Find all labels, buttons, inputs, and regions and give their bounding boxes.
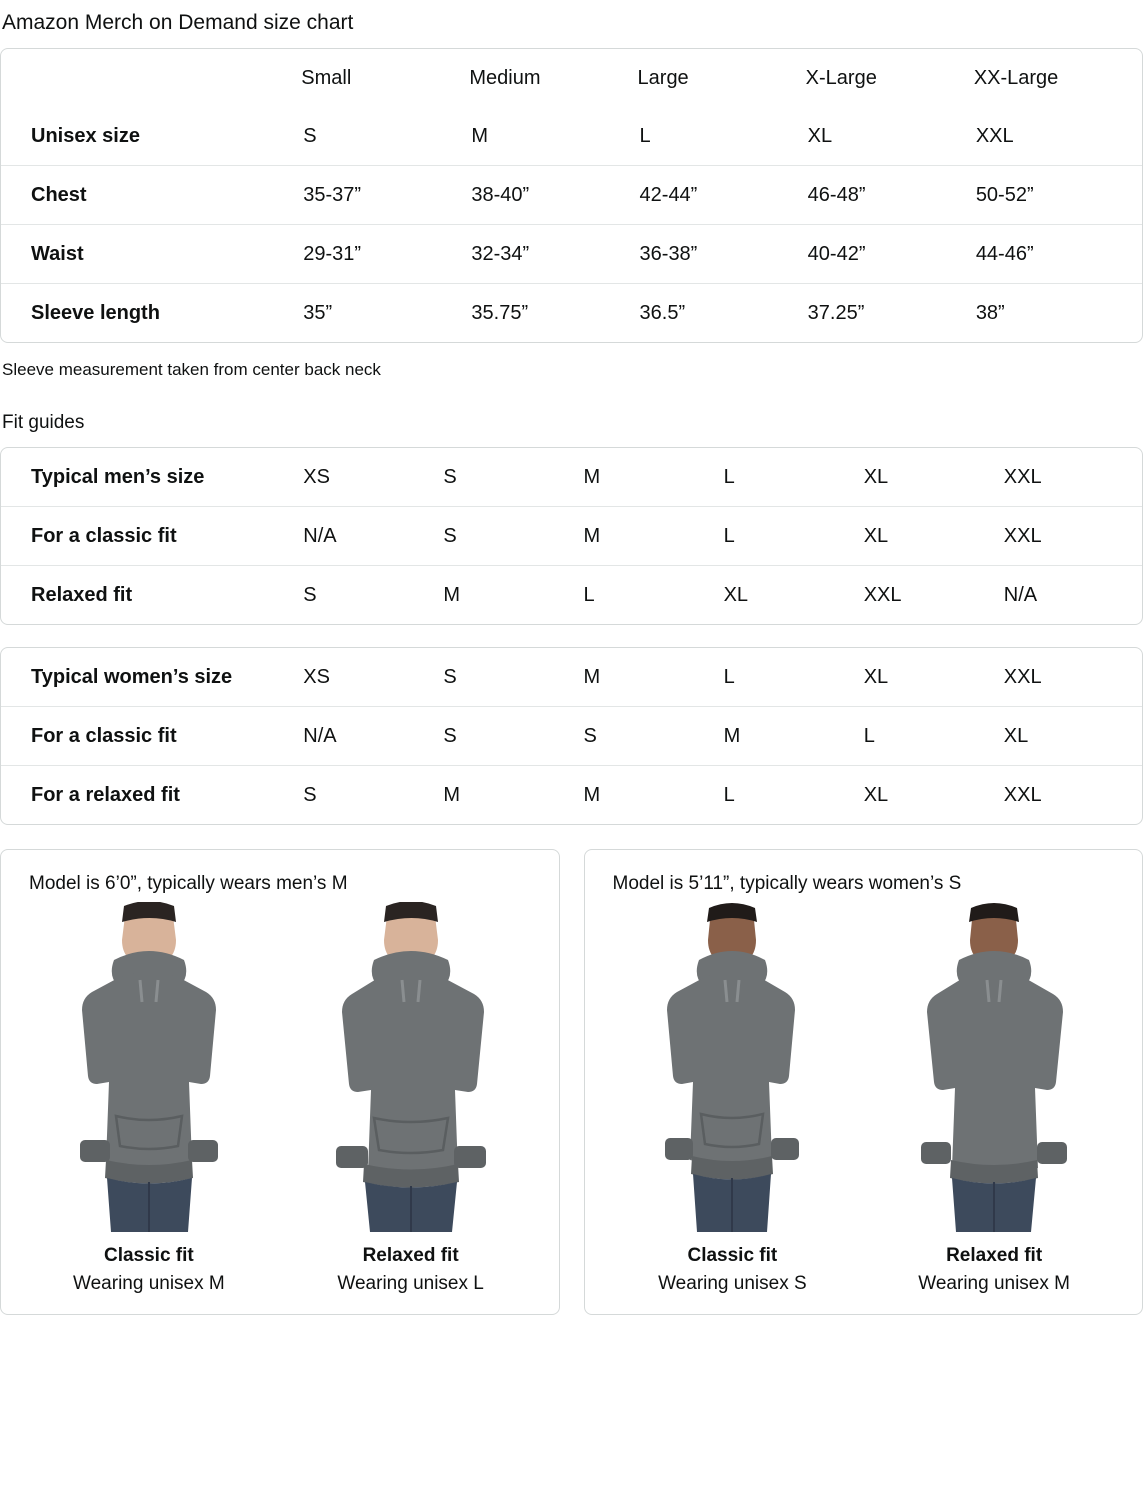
cell: 36-38” bbox=[638, 225, 806, 284]
figure-label: Classic fit bbox=[103, 1245, 194, 1266]
spacer bbox=[0, 625, 1143, 647]
cell: M bbox=[581, 507, 721, 566]
cell: 38” bbox=[975, 302, 1005, 324]
mens-figures bbox=[23, 902, 537, 1296]
figure-sublabel: Wearing unisex S bbox=[658, 1273, 807, 1294]
womens-fit-card bbox=[0, 647, 1143, 825]
figure-label: Relaxed fit bbox=[362, 1245, 459, 1266]
cell: 32-34” bbox=[469, 225, 637, 284]
table-row bbox=[1, 225, 1142, 284]
cell: 38-40” bbox=[469, 166, 637, 225]
table-row bbox=[1, 107, 1142, 166]
cell: 42-44” bbox=[638, 166, 806, 225]
cell: 36.5” bbox=[639, 302, 686, 324]
cell: L bbox=[638, 107, 806, 166]
cell: S bbox=[441, 507, 581, 566]
cell: L bbox=[722, 507, 862, 566]
cell: L bbox=[862, 707, 1002, 766]
cell: N/A bbox=[301, 507, 441, 566]
cell: XL bbox=[862, 507, 1002, 566]
cell: XXL bbox=[1002, 648, 1142, 707]
header-small: Small bbox=[301, 67, 352, 89]
hoodie-model-illustration bbox=[868, 902, 1120, 1232]
cell: XXL bbox=[974, 107, 1142, 166]
header-large: Large bbox=[637, 67, 689, 89]
cell: M bbox=[581, 448, 721, 507]
cell: S bbox=[441, 448, 581, 507]
size-chart-table bbox=[1, 49, 1142, 342]
cell: M bbox=[443, 784, 461, 806]
figure-womens-relaxed-fit bbox=[868, 902, 1120, 1296]
cell: S bbox=[441, 648, 581, 707]
cell: XXL bbox=[1002, 448, 1142, 507]
cell: XL bbox=[723, 584, 749, 606]
cell: S bbox=[441, 707, 581, 766]
cell: XS bbox=[301, 648, 441, 707]
row-label-typical-mens-size: Typical men’s size bbox=[1, 448, 301, 507]
cell: 44-46” bbox=[974, 225, 1142, 284]
row-label-chest: Chest bbox=[1, 166, 301, 225]
cell: S bbox=[303, 584, 317, 606]
model-cards-row bbox=[0, 849, 1143, 1315]
header-xx-large: XX-Large bbox=[973, 67, 1059, 89]
mens-fit-table bbox=[1, 448, 1142, 624]
figure-womens-classic-fit bbox=[607, 902, 859, 1296]
cell: 37.25” bbox=[807, 302, 865, 324]
cell: XS bbox=[301, 448, 441, 507]
mens-model-card bbox=[0, 849, 560, 1315]
fit-guides-label: Fit guides bbox=[2, 412, 85, 433]
womens-fit-table bbox=[1, 648, 1142, 824]
cell: 40-42” bbox=[806, 225, 974, 284]
figure-label: Relaxed fit bbox=[946, 1245, 1043, 1266]
cell: XL bbox=[862, 448, 1002, 507]
womens-model-card bbox=[584, 849, 1143, 1315]
row-label-mens-classic-fit: For a classic fit bbox=[1, 507, 301, 566]
hoodie-model-illustration bbox=[23, 902, 275, 1232]
cell: N/A bbox=[301, 707, 441, 766]
cell: N/A bbox=[1003, 584, 1038, 606]
cell: S bbox=[301, 107, 469, 166]
figure-sublabel: Wearing unisex M bbox=[73, 1273, 225, 1294]
cell: L bbox=[722, 448, 862, 507]
womens-model-caption: Model is 5’11”, typically wears women’s S bbox=[612, 873, 962, 894]
table-row bbox=[1, 648, 1142, 707]
table-row bbox=[1, 166, 1142, 225]
figure-mens-relaxed-fit bbox=[285, 902, 537, 1296]
table-row bbox=[1, 507, 1142, 566]
cell: 35.75” bbox=[471, 302, 529, 324]
cell: XL bbox=[863, 784, 889, 806]
row-label-womens-classic-fit: For a classic fit bbox=[1, 707, 301, 766]
cell: XXL bbox=[1002, 507, 1142, 566]
row-label-waist: Waist bbox=[1, 225, 301, 284]
cell: M bbox=[469, 107, 637, 166]
figure-sublabel: Wearing unisex M bbox=[918, 1273, 1070, 1294]
row-label-mens-relaxed-fit: Relaxed fit bbox=[31, 584, 133, 606]
table-row bbox=[1, 566, 1142, 625]
table-row bbox=[1, 284, 1142, 343]
header-medium: Medium bbox=[469, 67, 541, 89]
table-row bbox=[1, 766, 1142, 825]
womens-figures bbox=[607, 902, 1121, 1296]
cell: S bbox=[581, 707, 721, 766]
cell: M bbox=[583, 784, 601, 806]
header-x-large: X-Large bbox=[805, 67, 877, 89]
hoodie-model-illustration bbox=[607, 902, 859, 1232]
figure-mens-classic-fit bbox=[23, 902, 275, 1296]
table-header-row bbox=[1, 49, 1142, 107]
cell: M bbox=[581, 648, 721, 707]
size-chart-card bbox=[0, 48, 1143, 343]
cell: 50-52” bbox=[974, 166, 1142, 225]
cell: XL bbox=[1002, 707, 1142, 766]
figure-label: Classic fit bbox=[687, 1245, 778, 1266]
table-row bbox=[1, 707, 1142, 766]
cell: XL bbox=[862, 648, 1002, 707]
hoodie-model-illustration bbox=[285, 902, 537, 1232]
cell: 35” bbox=[303, 302, 333, 324]
cell: M bbox=[443, 584, 461, 606]
cell: 46-48” bbox=[806, 166, 974, 225]
cell: S bbox=[303, 784, 317, 806]
cell: XXL bbox=[1003, 784, 1042, 806]
cell: 35-37” bbox=[301, 166, 469, 225]
table-row bbox=[1, 448, 1142, 507]
cell: L bbox=[723, 784, 735, 806]
figure-sublabel: Wearing unisex L bbox=[337, 1273, 484, 1294]
row-label-sleeve-length: Sleeve length bbox=[31, 302, 160, 324]
header-blank bbox=[1, 49, 301, 107]
row-label-typical-womens-size: Typical women’s size bbox=[1, 648, 301, 707]
cell: XL bbox=[806, 107, 974, 166]
cell: L bbox=[722, 648, 862, 707]
page-title: Amazon Merch on Demand size chart bbox=[2, 11, 354, 34]
mens-fit-card bbox=[0, 447, 1143, 625]
mens-model-caption: Model is 6’0”, typically wears men’s M bbox=[29, 873, 348, 894]
sleeve-measurement-note: Sleeve measurement taken from center back neck bbox=[2, 360, 381, 379]
row-label-unisex-size: Unisex size bbox=[1, 107, 301, 166]
cell: 29-31” bbox=[301, 225, 469, 284]
row-label-womens-relaxed-fit: For a relaxed fit bbox=[31, 784, 180, 806]
cell: XXL bbox=[863, 584, 902, 606]
cell: L bbox=[583, 584, 595, 606]
cell: M bbox=[722, 707, 862, 766]
